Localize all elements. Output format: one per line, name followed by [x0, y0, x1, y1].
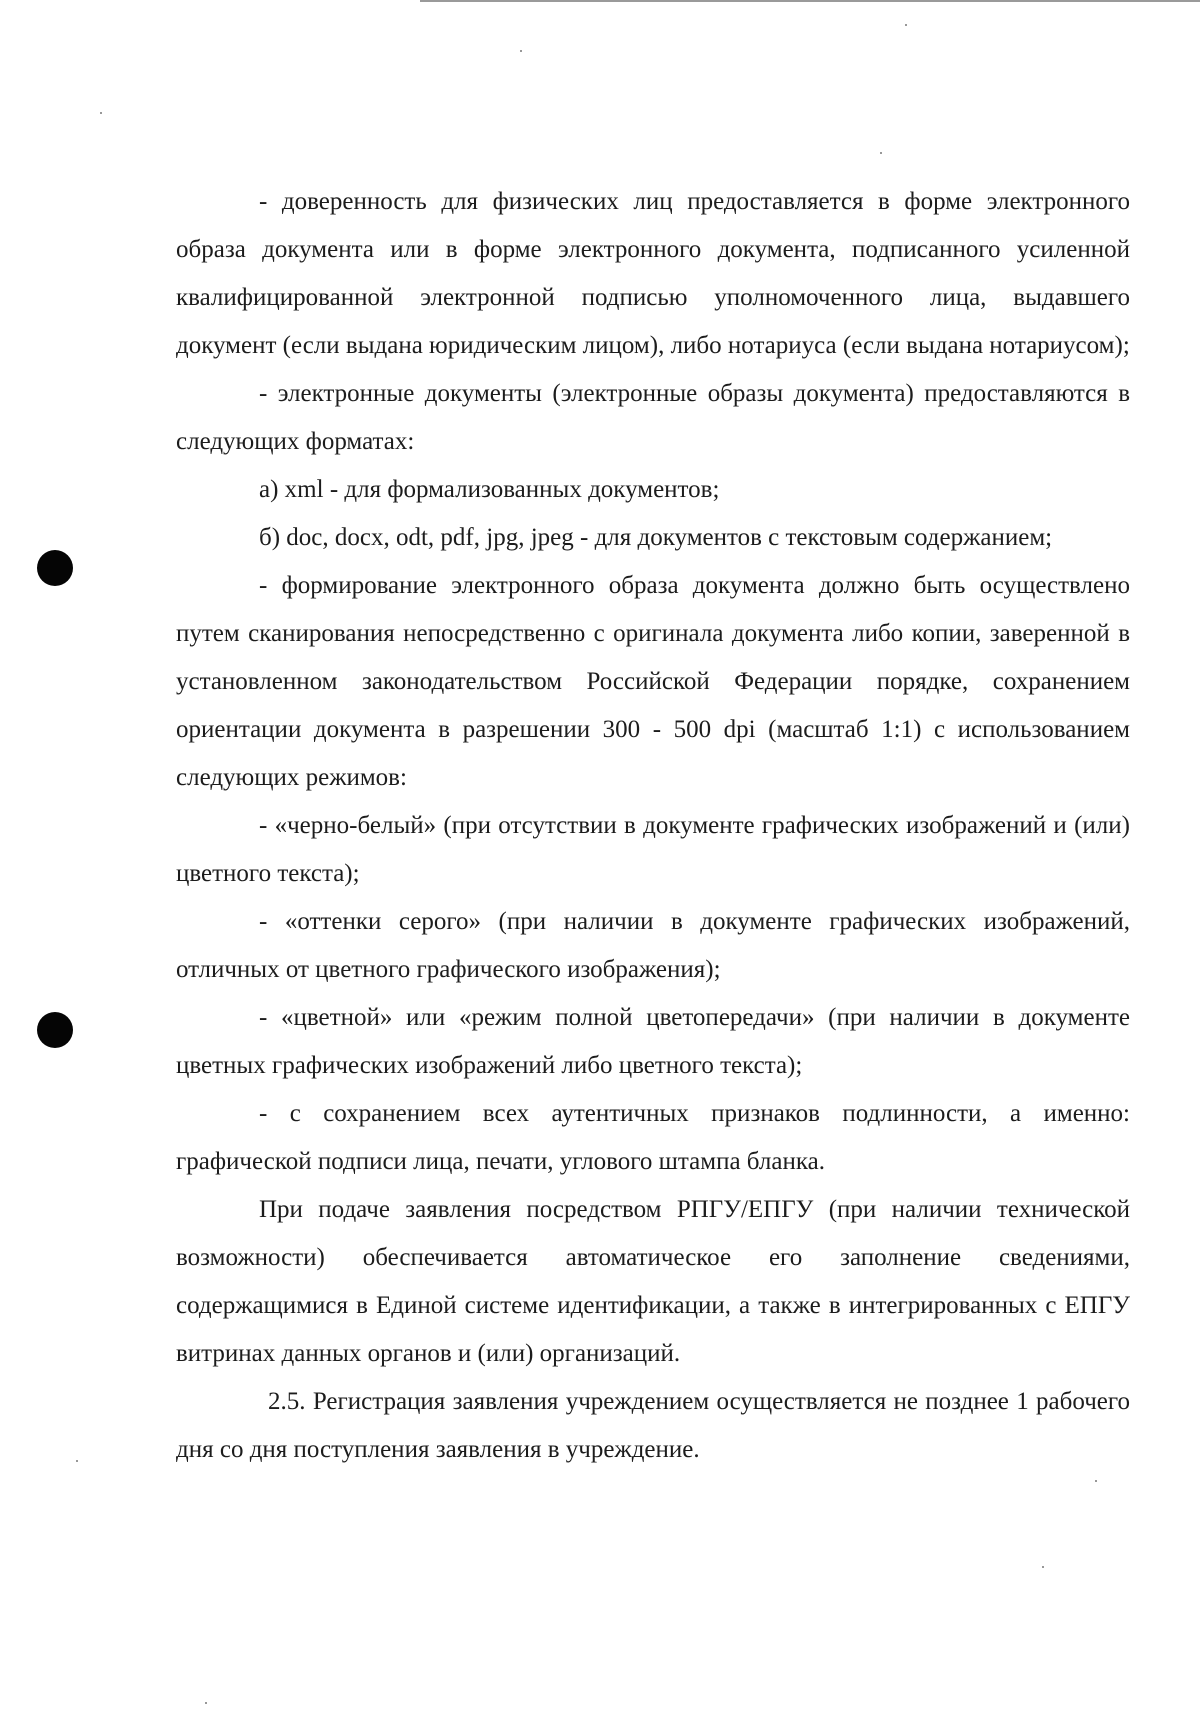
scan-speck [880, 152, 882, 154]
scan-speck [905, 24, 907, 26]
paragraph-electronic-formats: - электронные документы (электронные образы документа) предоставляются в следующих форматах: [176, 380, 1130, 455]
list-item-xml: а) xml - для формализованных документов; [259, 476, 720, 503]
paragraph-rpgu-epgu: При подаче заявления посредством РПГУ/ЕПГУ (при наличии технической возможности) обеспечивается автоматическое его заполнение сведениями, содержащимися в Единой системе идентификации, а также в интегрированных с ЕПГУ витринах данных органов и (или) организаций. [176, 1196, 1130, 1367]
scan-speck [1095, 1480, 1097, 1482]
document-body [176, 178, 1130, 1474]
list-item-color-mode: - «цветной» или «режим полной цветопередачи» (при наличии в документе цветных графических изображений либо цветного текста); [176, 1004, 1130, 1079]
scan-top-edge-line [420, 0, 1200, 2]
paragraph-section-2-5: 2.5. Регистрация заявления учреждением осуществляется не позднее 1 рабочего дня со дня поступления заявления в учреждение. [176, 1388, 1130, 1463]
paragraph-power-of-attorney: - доверенность для физических лиц предоставляется в форме электронного образа документа или в форме электронного документа, подписанного усиленной квалифицированной электронной подписью уполномоченного лица, выдавшего документ (если выдана юридическим лицом), либо нотариуса (если выдана нотариусом); [176, 188, 1130, 359]
scan-speck [100, 112, 102, 114]
scan-speck [1042, 1566, 1044, 1568]
list-item-text-formats: б) doc, docx, odt, pdf, jpg, jpeg - для документов с текстовым содержанием; [259, 524, 1053, 551]
paragraph-scanning-requirements: - формирование электронного образа документа должно быть осуществлено путем сканирования непосредственно с оригинала документа либо копии, заверенной в установленном законодательством Российской Федерации порядке, сохранением ориентации документа в разрешении 300 - 500 dpi (масштаб 1:1) с использованием следующих режимов: [176, 572, 1130, 791]
list-item-grayscale-mode: - «оттенки серого» (при наличии в документе графических изображений, отличных от цветного графического изображения); [176, 908, 1130, 983]
list-item-authenticity: - с сохранением всех аутентичных признаков подлинности, а именно: графической подписи лица, печати, углового штампа бланка. [176, 1100, 1130, 1175]
scan-speck [205, 1702, 207, 1704]
punch-hole-lower [37, 1012, 73, 1048]
scan-speck [520, 50, 522, 52]
scan-speck [76, 1460, 78, 1462]
list-item-black-white-mode: - «черно-белый» (при отсутствии в документе графических изображений и (или) цветного текста); [176, 812, 1130, 887]
punch-hole-upper [37, 550, 73, 586]
